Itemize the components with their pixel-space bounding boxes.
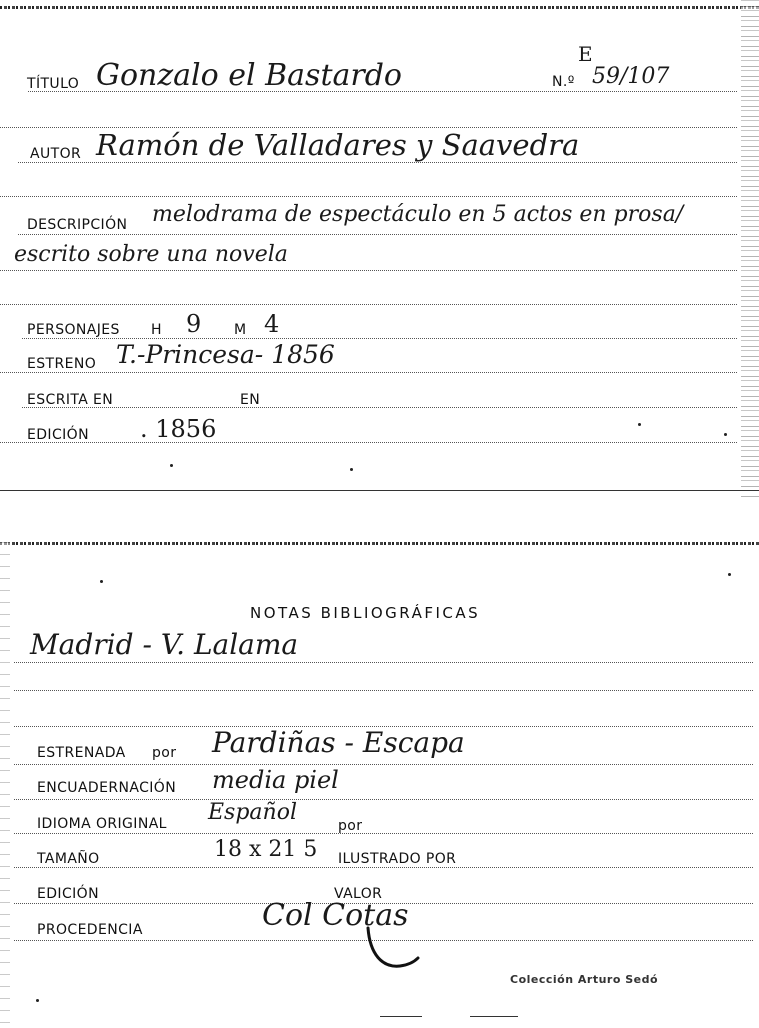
rule-blank-3 [0, 304, 737, 305]
m-label: M [234, 322, 247, 338]
ink-speck [170, 464, 173, 467]
card-left-edge [0, 540, 10, 1028]
h-value: 9 [186, 310, 202, 338]
rule-idioma [14, 833, 753, 834]
coleccion-stamp: Colección Arturo Sedó [510, 973, 659, 986]
pen-flourish [364, 924, 424, 982]
edicion-label: EDICIÓN [27, 427, 89, 443]
edicion-label-2: EDICIÓN [37, 886, 99, 902]
rule-personajes [22, 338, 737, 339]
rule-escrita [22, 407, 737, 408]
rule-blank-2 [0, 196, 737, 197]
valor-label: VALOR [334, 886, 383, 902]
edicion-value: . 1856 [140, 415, 217, 443]
descripcion-label: DESCRIPCIÓN [27, 217, 128, 233]
ink-speck [724, 433, 727, 436]
rule-notas [14, 662, 753, 663]
numero-prefix: E [578, 42, 593, 66]
ink-speck [638, 423, 641, 426]
procedencia-label: PROCEDENCIA [37, 922, 143, 938]
catalog-card-front [0, 0, 759, 500]
tamano-value: 18 x 21 5 [214, 837, 318, 862]
scan-mark [380, 1016, 422, 1017]
ink-speck [100, 580, 103, 583]
scan-mark [470, 1016, 518, 1017]
tamano-label: TAMAÑO [37, 851, 100, 867]
rule-tamano [14, 867, 753, 868]
card-top-edge [0, 6, 759, 9]
descripcion-line1: melodrama de espectáculo en 5 actos en prosa/ [152, 202, 684, 227]
estreno-label: ESTRENO [27, 356, 97, 372]
escrita-en-label: ESCRITA EN [27, 392, 114, 408]
card-bottom-edge [0, 490, 759, 491]
numero-value: 59/107 [592, 64, 670, 89]
encuadernacion-value: media piel [212, 766, 339, 794]
notas-title: NOTAS BIBLIOGRÁFICAS [250, 604, 481, 622]
estrenada-label: ESTRENADA [37, 745, 126, 761]
ilustrado-label: ILUSTRADO POR [338, 851, 457, 867]
descripcion-line2: escrito sobre una novela [14, 242, 288, 267]
ink-speck [728, 573, 731, 576]
h-label: H [151, 322, 162, 338]
ink-speck [350, 468, 353, 471]
numero-label: N.º [552, 74, 575, 90]
rule-descripcion-2 [0, 270, 737, 271]
encuadernacion-label: ENCUADERNACIÓN [37, 780, 177, 796]
rule-encuadernacion [14, 799, 753, 800]
rule-autor [18, 162, 737, 163]
rule-estreno [0, 372, 737, 373]
estrenada-value: Pardiñas - Escapa [212, 726, 465, 759]
en-label: EN [240, 392, 261, 408]
idioma-por: por [338, 818, 363, 834]
autor-value: Ramón de Valladares y Saavedra [96, 128, 580, 162]
card-top-edge [0, 542, 759, 545]
rule-descripcion [18, 234, 737, 235]
m-value: 4 [264, 310, 280, 338]
card-right-edge [741, 0, 759, 500]
estrenada-por: por [152, 745, 177, 761]
catalog-card-back [0, 540, 759, 1028]
notas-value: Madrid - V. Lalama [30, 628, 299, 661]
personajes-label: PERSONAJES [27, 322, 120, 338]
idioma-value: Español [208, 800, 297, 825]
estreno-value: T.-Princesa- 1856 [116, 340, 335, 369]
rule-estrenada [14, 764, 753, 765]
titulo-value: Gonzalo el Bastardo [96, 58, 402, 93]
rule-blank-1 [14, 690, 753, 691]
titulo-label: TÍTULO [27, 76, 80, 92]
procedencia-value: Col Cotas [262, 898, 409, 933]
idioma-label: IDIOMA ORIGINAL [37, 816, 167, 832]
ink-speck [36, 999, 39, 1002]
rule-edicion [0, 442, 737, 443]
autor-label: AUTOR [30, 146, 82, 162]
